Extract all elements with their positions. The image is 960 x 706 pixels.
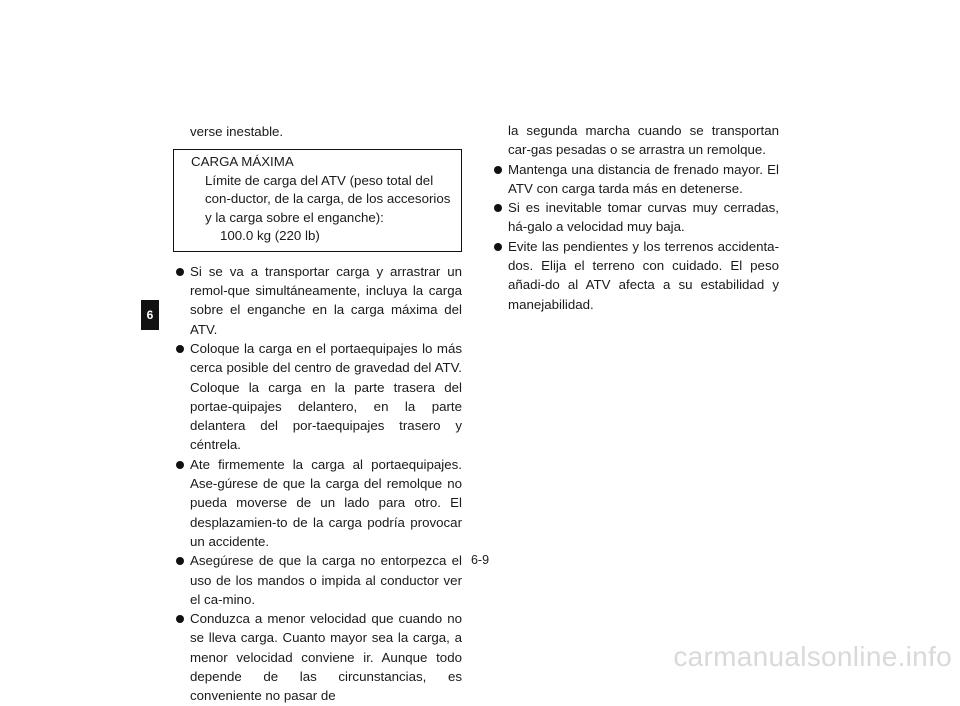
left-bullet-list	[173, 262, 462, 706]
list-item-text: Conduzca a menor velocidad que cuando no se lleva carga. Cuanto mayor sea la carga, a menor velocidad conviene ir. Aunque todo depende de las circunstancias, es conveniente no pasar de	[190, 611, 462, 704]
spec-value: 100.0 kg (220 lb)	[220, 228, 320, 244]
list-item	[173, 551, 462, 609]
list-item-text: Evite las pendientes y los terrenos accidenta-dos. Elija el terreno con cuidado. El peso añadi-do al ATV afecta a su estabilidad y manejabilidad.	[508, 238, 779, 312]
list-item	[173, 609, 462, 705]
intro-text: verse inestable.	[190, 124, 284, 139]
list-item-text: Si se va a transportar carga y arrastrar un remol-que simultáneamente, incluya la carga sobre el enganche en la carga máxima del ATV.	[190, 263, 462, 337]
watermark: carmanualsonline.info	[673, 641, 952, 672]
list-item	[173, 455, 462, 551]
list-item-text: Asegúrese de que la carga no entorpezca el uso de los mandos o impida al conductor ver el ca-mino.	[190, 553, 462, 607]
continuation-text: la segunda marcha cuando se transportan car-gas pesadas o se arrastra un remolque.	[508, 123, 779, 158]
list-item	[173, 262, 462, 339]
spec-description: Límite de carga del ATV (peso total del con-ductor, de la carga, de los accesorios y la carga sobre el enganche):	[205, 172, 451, 225]
max-load-spec-box	[173, 149, 462, 252]
bullet-icon	[176, 268, 184, 276]
bullet-icon	[176, 345, 184, 353]
bullet-icon	[494, 243, 502, 251]
page-number: 6-9	[470, 553, 490, 567]
left-column	[173, 122, 462, 706]
list-item	[491, 237, 779, 314]
bullet-icon	[494, 204, 502, 212]
chapter-tab	[141, 300, 159, 330]
bullet-icon	[176, 461, 184, 469]
spec-title: CARGA MÁXIMA	[191, 154, 294, 170]
list-item-text: Mantenga una distancia de frenado mayor. El ATV con carga tarda más en detenerse.	[508, 161, 779, 196]
list-item	[173, 339, 462, 455]
list-item-text: Si es inevitable tomar curvas muy cerradas, há-galo a velocidad muy baja.	[508, 200, 779, 235]
list-item-text: Ate firmemente la carga al portaequipajes. Ase-gúrese de que la carga del remolque no pueda moverse de un lado para otro. El desplazamien-to de la carga podría provocar un accidente.	[190, 456, 462, 549]
list-item	[491, 160, 779, 199]
right-bullet-list	[491, 160, 779, 314]
right-column	[491, 121, 779, 314]
bullet-icon	[176, 557, 184, 565]
chapter-number: 6	[146, 308, 154, 322]
bullet-icon	[494, 166, 502, 174]
list-item-text: Coloque la carga en el portaequipajes lo más cerca posible del centro de gravedad del ATV. Coloque la carga en la parte trasera del portae-quipajes delantero, en la parte delantera del por-taequipajes trasero y céntrela.	[190, 340, 462, 453]
list-item	[491, 198, 779, 237]
bullet-icon	[176, 615, 184, 623]
